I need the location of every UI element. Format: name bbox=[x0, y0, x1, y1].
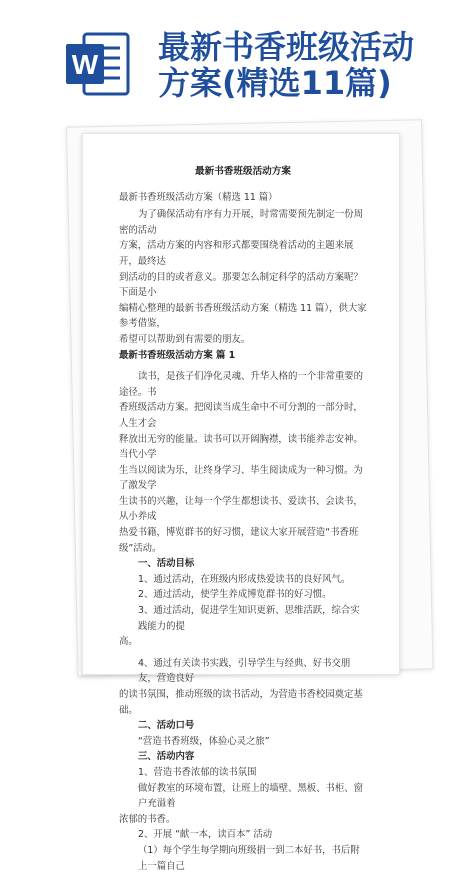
goal-item-3: 3、通过活动，促进学生知识更新、思维活跃，综合实践能力的提 bbox=[138, 605, 360, 632]
goal-item-1: 1、通过活动，在班级内形成热爱读书的良好风气。 bbox=[138, 573, 351, 585]
page-title-line-2: 方案(精选11篇) bbox=[158, 64, 392, 102]
goal-item-4-cont: 的读书氛围，推动班级的读书活动，为营造书香校园奠定基础。 bbox=[119, 689, 363, 716]
content-item-1-line-1: 做好教室的环境布置，让班上的墙壁、黑板、书柜、窗户充溢着 bbox=[138, 782, 364, 810]
para1-line-2: 香班级活动方案。把阅读当成生命中不可分割的一部分时，人生才会 bbox=[119, 402, 363, 429]
content-item-2-line-1: （1）每个学生每学期向班级捐一到二本好书，书后附上一篇自己 bbox=[138, 844, 360, 872]
content-heading: 三、活动内容 bbox=[138, 751, 195, 763]
goal-item-2: 2、通过活动，使学生养成博览群书的好习惯。 bbox=[138, 589, 332, 601]
slogan-heading: 二、活动口号 bbox=[138, 720, 195, 732]
slogan-text: “营造书香班级，体验心灵之旅” bbox=[138, 735, 270, 747]
para1-line-1: 读书，是孩子们净化灵魂、升华人格的一个非常重要的途径。书 bbox=[119, 371, 364, 398]
goal-item-3-cont: 高。 bbox=[119, 636, 138, 648]
document-body bbox=[119, 164, 367, 874]
goal-item-4: 4、通过有关读书实践，引导学生与经典、好书交朋友，营造良好 bbox=[138, 657, 351, 685]
intro-line-2: 方案，活动方案的内容和形式都要围绕着活动的主题来展开，最终达 bbox=[119, 240, 354, 267]
para1-line-3: 释放出无穷的能量。读书可以开阔胸襟，读书能养志安神。当代小学 bbox=[119, 433, 363, 461]
para1-line-6: 热爱书籍，博览群书的好习惯，建议大家开展营造“书香班级”活动。 bbox=[119, 527, 359, 554]
logo-letter: W bbox=[71, 49, 99, 80]
header-banner bbox=[0, 0, 474, 115]
intro-line-1: 为了确保活动有序有力开展，时常需要预先制定一份周密的活动 bbox=[119, 209, 364, 236]
page-title-line-1: 最新书香班级活动 bbox=[158, 28, 415, 66]
content-item-1-title: 1、营造书香浓郁的读书氛围 bbox=[138, 766, 257, 778]
document-subtitle: 最新书香班级活动方案（精选 11 篇） bbox=[119, 191, 278, 203]
intro-line-3: 到活动的目的或者意义。那要怎么制定科学的活动方案呢？下面是小 bbox=[119, 271, 363, 299]
intro-line-5: 希望可以帮助到有需要的朋友。 bbox=[119, 333, 251, 345]
para1-line-5: 生读书的兴趣，让每一个学生都想读书、爱读书、会读书，从小养成 bbox=[119, 495, 363, 523]
content-item-1-line-2: 浓郁的书香。 bbox=[119, 813, 176, 825]
goals-heading: 一、活动目标 bbox=[138, 558, 195, 570]
para1-line-4: 生当以阅读为乐，让终身学习、毕生阅读成为一种习惯。为了激发学 bbox=[119, 464, 363, 492]
document-title: 最新书香班级活动方案 bbox=[195, 166, 291, 177]
intro-line-4: 编精心整理的最新书香班级活动方案（精选 11 篇），供大家参考借鉴， bbox=[119, 302, 367, 330]
section-heading: 最新书香班级活动方案 篇 1 bbox=[119, 349, 236, 361]
document-page bbox=[82, 133, 400, 872]
word-document-icon bbox=[62, 28, 134, 100]
content-item-2-title: 2、开展 “献一本，读百本” 活动 bbox=[138, 829, 273, 841]
